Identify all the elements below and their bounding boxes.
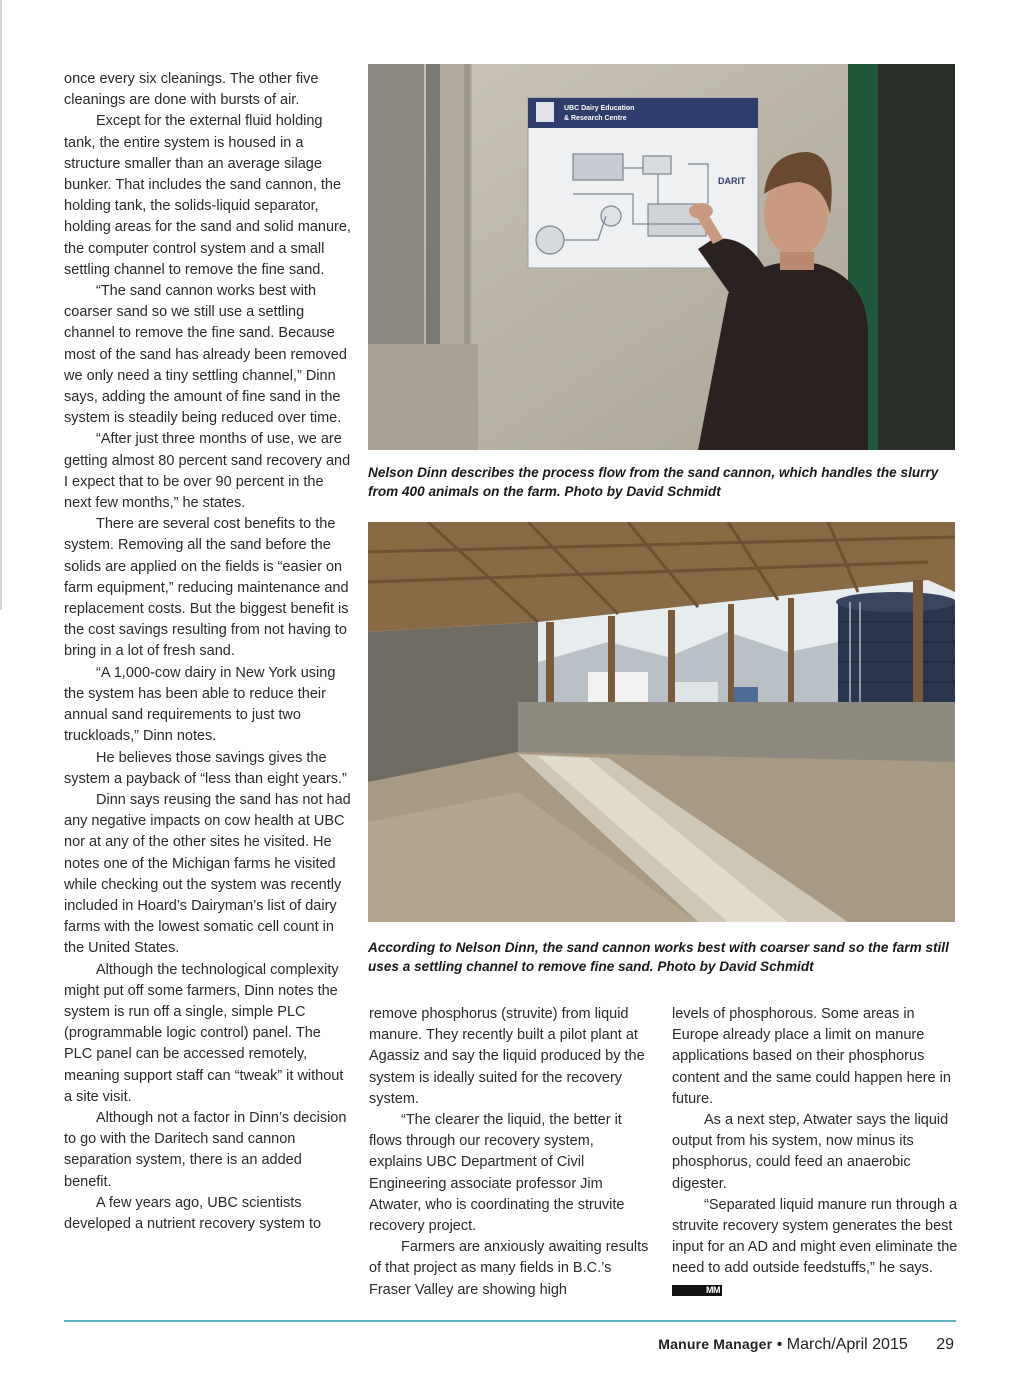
page-number: 29 <box>936 1336 954 1353</box>
paragraph-last <box>672 1195 958 1301</box>
paragraph: remove phosphorus (struvite) from liquid manure. They recently built a pilot plant at Agassiz and say the liquid produced by the system is ideally suited for the recovery system. <box>369 1006 645 1107</box>
photo-caption-1: Nelson Dinn describes the process flow from the sand cannon, which handles the slurry from 400 animals on the farm. Photo by David Schmidt <box>368 465 939 499</box>
paragraph: As a next step, Atwater says the liquid output from his system, now minus its phosphorus, could feed an anaerobic digester. <box>672 1112 949 1192</box>
paragraph: “A 1,000-cow dairy in New York using the system has been able to reduce their annual sand requirements to just two truckloads,” Dinn notes. <box>64 664 336 745</box>
photo-nelson-dinn-poster <box>368 64 955 450</box>
paragraph: “The clearer the liquid, the better it flows through our recovery system, explains UBC Department of Civil Engineering associate professor Jim Atwater, who is coordinating the struvite recovery project. <box>369 1112 625 1235</box>
photo-illustration <box>368 522 955 922</box>
page-footer <box>658 1336 954 1354</box>
paragraph-text: “Separated liquid manure run through a struvite recovery system generates the best input for an AD and might even eliminate the need to add outside feedstuffs,” he says. <box>672 1196 958 1277</box>
article-column-2 <box>369 1004 651 1301</box>
paragraph: Although not a factor in Dinn’s decision to go with the Daritech sand cannon separation system, there is an added benefit. <box>64 1109 347 1190</box>
paragraph: Although the technological complexity might put off some farmers, Dinn notes the system is run off a single, simple PLC (programmable logic control) panel. The PLC panel can be accessed remotely, meaning support staff can “tweak” it without a site visit. <box>64 961 344 1105</box>
paragraph: A few years ago, UBC scientists developed a nutrient recovery system to <box>64 1194 322 1232</box>
paragraph: levels of phosphorous. Some areas in Europe already place a limit on manure applications based on their phosphorus content and the same could happen here in future. <box>672 1006 951 1107</box>
page-edge-shadow <box>0 0 2 610</box>
poster-title-line1: UBC Dairy Education <box>564 105 635 112</box>
photo-settling-channel <box>368 522 955 922</box>
footer-bullet: • <box>776 1336 783 1353</box>
paragraph: “The sand cannon works best with coarser sand so we still use a settling channel to remove the fine sand. Because most of the sand has already been removed we only need a tiny settling channel,” Dinn says, adding the amount of fine sand in the system is steadily being reduced over time. <box>64 283 347 427</box>
paragraph: once every six cleanings. The other five cleanings are done with bursts of air. <box>64 71 319 109</box>
magazine-name: Manure Manager <box>658 1336 773 1352</box>
paragraph: Dinn says reusing the sand has not had any negative impacts on cow health at UBC nor at any of the other sites he visited. He notes one of the Michigan farms he visited while checking out the system was recently included in Hoard’s Dairyman’s list of dairy farms with the lowest somatic cell count in the United States. <box>64 791 351 957</box>
issue-date: March/April 2015 <box>786 1336 908 1353</box>
poster-brand: DARIT <box>718 176 746 186</box>
paragraph: There are several cost benefits to the system. Removing all the sand before the solids are applied on the fields is “easier on farm equipment,” reducing maintenance and replacement costs. But the biggest benefit is the cost savings resulting from not having to bring in a lot of fresh sand. <box>64 516 349 660</box>
paragraph: Except for the external fluid holding tank, the entire system is housed in a structure smaller than an average silage bunker. That includes the sand cannon, the holding tank, the solids-liquid separator, holding areas for the sand and solid manure, the computer control system and a small settling channel to remove the fine sand. <box>64 113 351 278</box>
article-column-1 <box>64 69 352 1235</box>
footer-rule <box>64 1320 956 1322</box>
photo-caption-2: According to Nelson Dinn, the sand cannon works best with coarser sand so the farm still uses a settling channel to remove fine sand. Photo by David Schmidt <box>368 940 949 974</box>
paragraph: Farmers are anxiously awaiting results of that project as many fields in B.C.’s Fraser Valley are showing high <box>369 1239 649 1298</box>
paragraph: He believes those savings gives the system a payback of “less than eight years.” <box>64 749 347 787</box>
poster-title-line2: & Research Centre <box>564 115 627 122</box>
article-column-3 <box>672 1004 958 1301</box>
paragraph: “After just three months of use, we are getting almost 80 percent sand recovery and I expect that to be over 90 percent in the next few months,” he states. <box>64 431 351 512</box>
end-mark-icon: MM <box>672 1285 722 1296</box>
photo-illustration <box>368 64 955 450</box>
